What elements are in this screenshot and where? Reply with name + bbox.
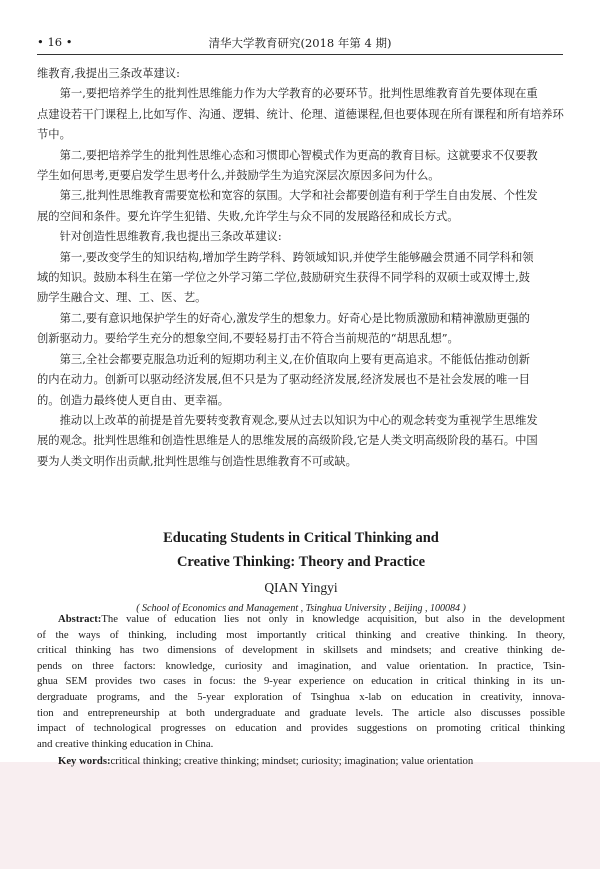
body-line: 要为人类文明作出贡献,批判性思维与创造性思维教育不可或缺。 [37,454,357,468]
body-line: 第二,要有意识地保护学生的好奇心,激发学生的想象力。好奇心是比物质激励和精神激励更强的 [59,311,530,325]
body-line: 创新驱动力。要给学生充分的想象空间,不要轻易打击不符合当前规范的“胡思乱想”。 [37,332,459,346]
body-line: 节中。 [37,128,71,142]
author-affiliation: ( School of Economics and Management , Tsinghua University , Beijing , 100084 ) [136,603,466,614]
body-line: 的内在动力。创新可以驱动经济发展,但不只是为了驱动经济发展,经济发展也不是社会发展的唯一目 [37,373,530,387]
body-line: 域的知识。鼓励本科生在第一学位之外学习第二学位,鼓励研究生获得不同学科的双硕士或双博士,鼓 [37,271,530,285]
keywords-text: critical thinking; creative thinking; mindset; curiosity; imagination; value orientation [110,755,474,768]
body-line: 点建设若干门课程上,比如写作、沟通、逻辑、统计、伦理、道德课程,但也要体现在所有课程和所有培养环 [37,107,564,121]
body-line: 的。创造力最终使人更自由、更幸福。 [37,393,230,407]
body-line: 第二,要把培养学生的批判性思维心态和习惯即心智模式作为更高的教育目标。这就要求不仅要教 [59,148,538,162]
body-line: 展的空间和条件。要允许学生犯错、失败,允许学生与众不同的发展路径和成长方式。 [37,209,459,223]
pink-background-band [0,762,600,869]
body-line: 学生如何思考,更要启发学生思考什么,并鼓励学生为追究深层次原因多问为什么。 [37,169,440,183]
abstract-line [37,612,565,628]
abstract-line: critical thinking has two dimensions of development in skillsets and mindsets; and creative thinking de- [37,644,565,657]
body-line: 展的观念。批判性思维和创造性思维是人的思维发展的高级阶段,它是人类文明高级阶段的基石。中国 [37,434,538,448]
article-title-line-1: Educating Students in Critical Thinking and [163,530,439,546]
body-line: 针对创造性思维教育,我也提出三条改革建议: [59,230,282,244]
abstract-line: impact of technological progresses on education and provides suggestions on promoting critical thinking [37,722,565,735]
body-line: 励学生融合文、理、工、医、艺。 [37,291,207,305]
body-line: 第一,要改变学生的知识结构,增加学生跨学科、跨领域知识,并使学生能够融会贯通不同学科和领 [59,250,534,264]
page-number: • 16 • [37,35,73,49]
abstract-line: pends on three factors: knowledge, curiosity and imagination, and value orientation. In practice, Tsin- [37,659,565,672]
journal-title: 清华大学教育研究(2018 年第 4 期) [208,36,392,50]
abstract-text: The value of education lies not only in knowledge acquisition, but also in the development [101,613,565,625]
running-header [37,32,563,55]
body-line: 第一,要把培养学生的批判性思维能力作为大学教育的必要环节。批判性思维教育首先要体现在重 [59,87,538,101]
abstract-label: Abstract: [58,613,102,625]
author-name: QIAN Yingyi [264,580,338,595]
article-title-line-2: Creative Thinking: Theory and Practice [176,554,426,570]
body-line: 推动以上改革的前提是首先要转变教育观念,要从过去以知识为中心的观念转变为重视学生思维发 [59,413,538,427]
abstract-line: of the ways of thinking, including most importantly critical thinking and creative thinking. In theory, [37,628,565,641]
chinese-body-text [37,64,565,472]
abstract-line: ghua SEM provides two cases in focus: the 9-year experience on education in critical thinking in its un- [37,675,565,688]
body-line: 维教育,我提出三条改革建议: [37,67,180,80]
keywords-label: Key words: [58,755,111,768]
english-abstract [37,612,565,770]
keywords-line [37,754,565,770]
body-line: 第三,批判性思维教育需要宽松和宽容的氛围。大学和社会都要创造有利于学生自由发展、个性发 [59,189,538,203]
abstract-line: and creative thinking education in China. [37,737,214,750]
abstract-line: dergraduate programs, and the 5-year exploration of Tsinghua x-lab on education in creativity, innova- [37,690,565,703]
abstract-line: tion and entrepreneurship at both undergraduate and graduate levels. The article also discusses possible [37,706,565,719]
english-title-block [37,526,565,616]
body-line: 第三,全社会都要克服急功近利的短期功利主义,在价值取向上要有更高追求。不能低估推动创新 [59,352,530,366]
